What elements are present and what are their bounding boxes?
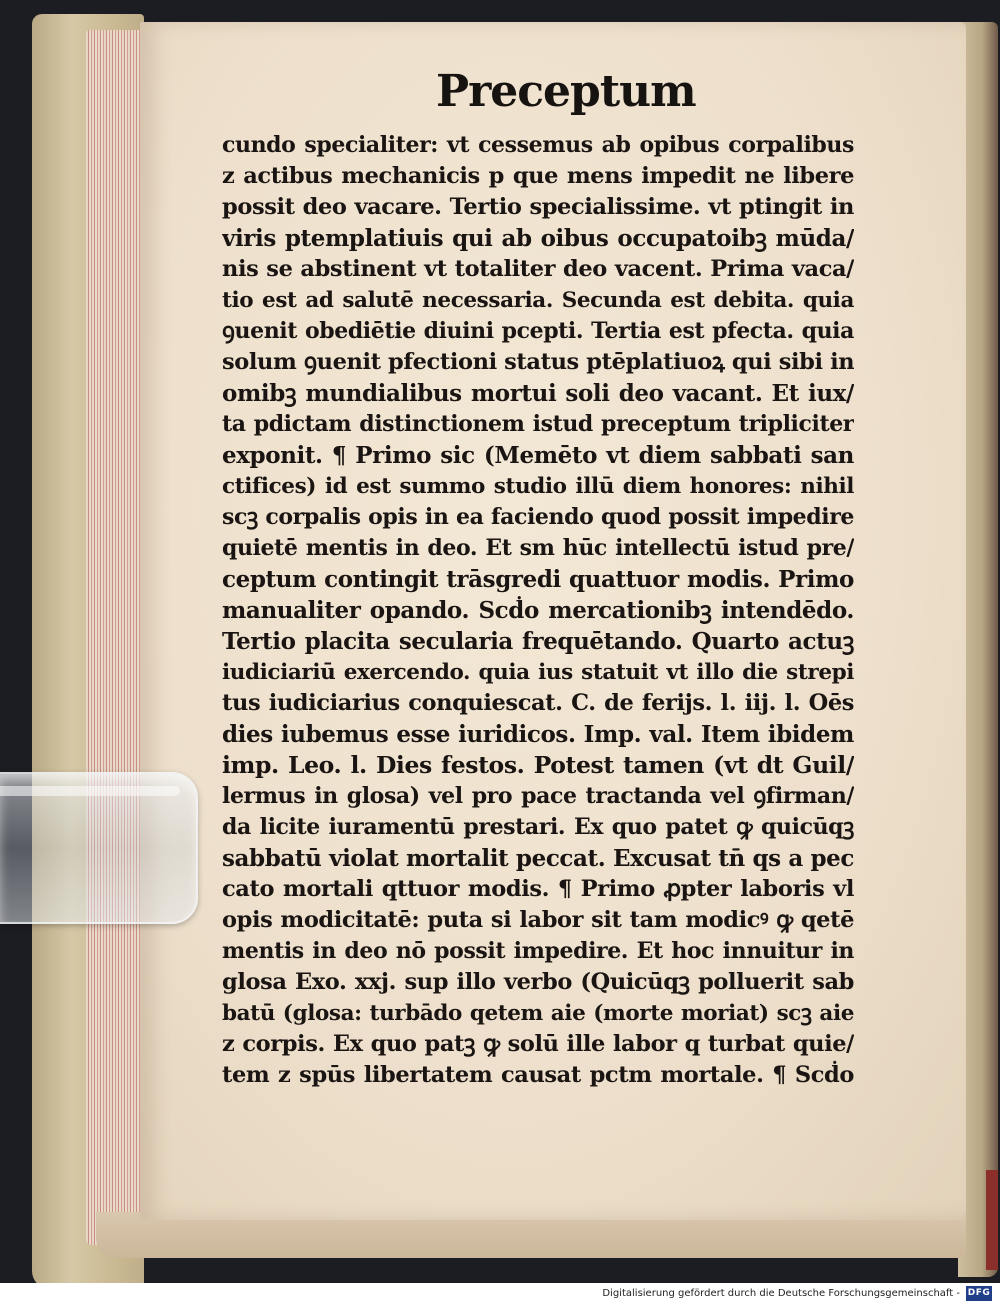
text-line: ctifices) id est summo studio illū diem honores: nihil (222, 474, 854, 499)
page-edges (86, 30, 146, 1245)
text-line: nis se abstinent vt totaliter deo vacent. Prima vaca/ (222, 256, 854, 282)
text-line: exponit. ¶ Primo sic (Memēto vt diem sabbati san (222, 442, 854, 469)
text-line: lermus in glosa) vel pro pace tractanda vel ꝯfirman/ (222, 783, 854, 809)
text-line: sabbatū violat mortalit peccat. Excusat tn̄ qs a pec (222, 845, 854, 872)
text-line: quietē mentis in deo. Et sm hūc intellectū istud pre/ (222, 535, 854, 561)
text-line: Tertio placita secularia frequētando. Quarto actuꝫ (222, 628, 854, 655)
text-line: cundo specialiter: vt cessemus ab opibus corpalibus (222, 132, 854, 158)
text-block (222, 130, 854, 1091)
footer-bar (0, 1283, 1000, 1305)
text-line: solum ꝯuenit pfectioni status ptēplatiuoꝝ qui sibi in (222, 349, 854, 375)
text-line: z corpis. Ex quo patꝫ ꝙ solū ille labor q turbat quie/ (222, 1031, 854, 1057)
text-line: dies iubemus esse iuridicos. Imp. val. Item ibidem (222, 721, 854, 748)
text-line: iudiciariū exercendo. quia ius statuit vt illo die strepi (222, 660, 854, 685)
text-line: batū (glosa: turbādo qetem aie (morte moriat) scꝫ aie (222, 1001, 854, 1026)
text-line: z actibus mechanicis p que mens impedit ne libere (222, 163, 854, 189)
text-line: manualiter opando. Scḋo mercationibꝫ intendēdo. (222, 597, 854, 624)
text-line: tem z spūs libertatem causat pctm mortale. ¶ Scḋo (222, 1062, 854, 1088)
running-head: Preceptum (436, 66, 696, 117)
text-line: ꝯuenit obediētie diuini pcepti. Tertia est pfecta. quia (222, 318, 854, 344)
text-line: ta pdictam distinctionem istud preceptum tripliciter (222, 411, 854, 437)
text-line: possit deo vacare. Tertio specialissime. vt ptingit in (222, 194, 854, 220)
text-line: viris ptemplatiuis qui ab oibus occupatoibꝫ mūda/ (222, 225, 854, 252)
footer-credit: Digitalisierung gefördert durch die Deutsche Forschungsgemeinschaft - (602, 1288, 960, 1299)
text-line: imp. Leo. l. Dies festos. Potest tamen (vt dt Guil/ (222, 751, 854, 779)
plastic-clip-highlight (0, 786, 180, 796)
text-line: tio est ad salutē necessaria. Secunda est debita. quia (222, 288, 854, 313)
text-line: da licite iuramentū prestari. Ex quo patet ꝙ quicūqꝫ (222, 814, 854, 840)
text-line: glosa Exo. xxj. sup illo verbo (Quicūqꝫ polluerit sab (222, 969, 854, 995)
text-line: cato mortali qttuor modis. ¶ Primo ꝓpter laboris vl (222, 876, 854, 902)
text-line: opis modicitatē: puta si labor sit tam modicꝰ ꝙ qetē (222, 907, 854, 933)
text-line: ceptum contingit trāsgredi quattuor modis. Primo (222, 566, 854, 593)
dfg-logo: DFG (966, 1286, 992, 1301)
text-line: omibꝫ mundialibus mortui soli deo vacant. Et iux/ (222, 380, 854, 407)
right-cover-edge (986, 1170, 998, 1270)
text-line: mentis in deo nō possit impedire. Et hoc innuitur in (222, 938, 854, 964)
text-line: scꝫ corpalis opis in ea faciendo quod possit impedire (222, 504, 854, 530)
text-line: tus iudiciarius conquiescat. C. de ferijs. l. iij. l. Oēs (222, 690, 854, 716)
